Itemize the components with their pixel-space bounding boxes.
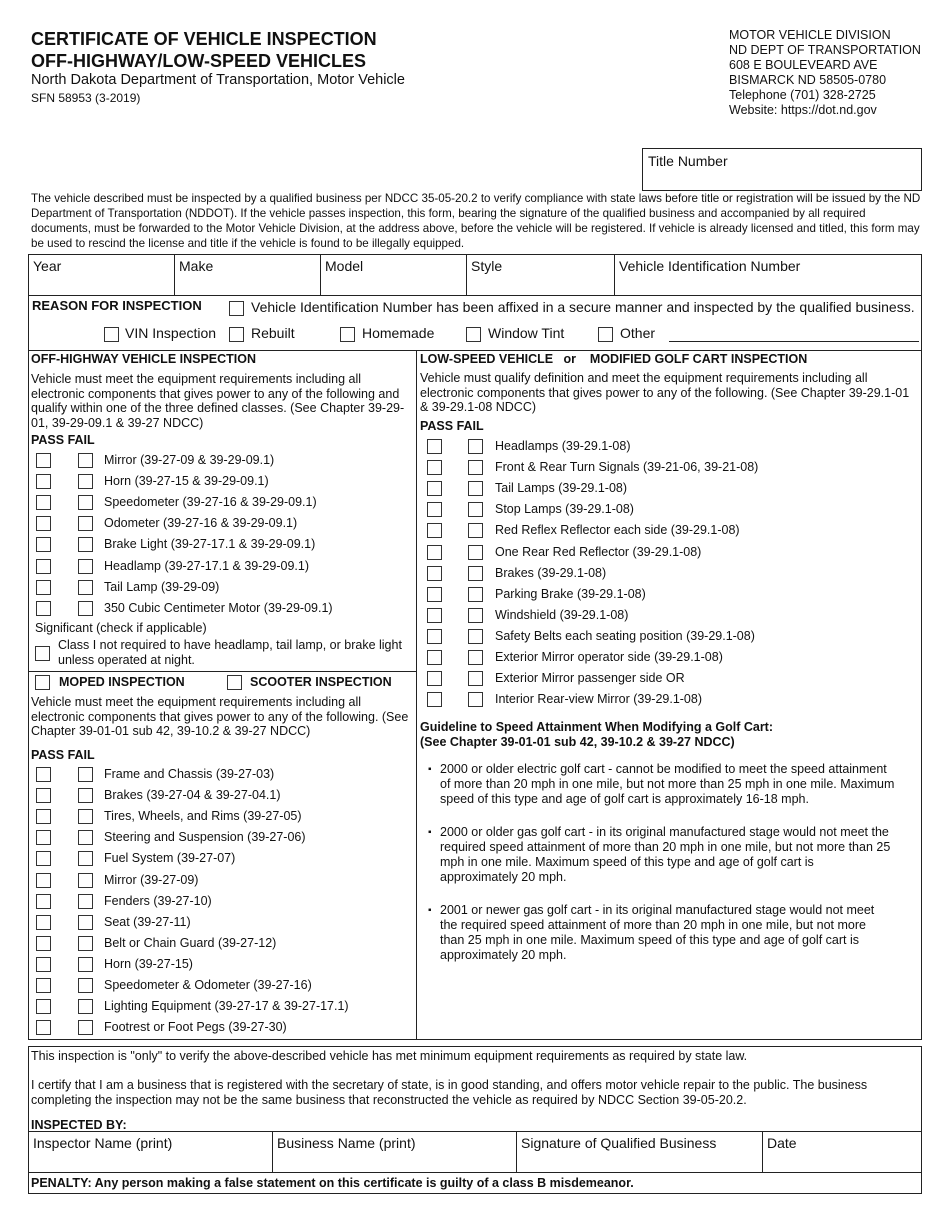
other-input-line[interactable]: [669, 341, 919, 342]
off-highway-fail-checkbox[interactable]: [78, 559, 93, 574]
agency-line: BISMARCK ND 58505-0780: [729, 73, 887, 87]
style-label: Style: [471, 258, 503, 274]
scooter-checkbox[interactable]: [227, 675, 242, 690]
moped-item-label: Fuel System (39-27-07): [104, 851, 236, 866]
off-highway-fail-checkbox[interactable]: [78, 516, 93, 531]
form-title-line2: OFF-HIGHWAY/LOW-SPEED VEHICLES: [31, 51, 366, 71]
rebuilt-checkbox[interactable]: [229, 327, 244, 342]
low-speed-item-label: Exterior Mirror passenger side OR: [495, 671, 685, 686]
low-speed-item-label: Parking Brake (39-29.1-08): [495, 586, 646, 601]
low-speed-pass-fail-header: PASS FAIL: [420, 419, 484, 433]
low-speed-fail-checkbox[interactable]: [468, 545, 483, 560]
moped-checkbox[interactable]: [35, 675, 50, 690]
class-i-note-line2: unless operated at night.: [58, 652, 195, 667]
low-speed-pass-checkbox[interactable]: [427, 650, 442, 665]
reason-for-inspection: [28, 296, 922, 350]
signature-field[interactable]: [517, 1132, 763, 1172]
agency-line: Telephone (701) 328-2725: [729, 88, 876, 102]
moped-fail-checkbox[interactable]: [78, 936, 93, 951]
moped-fail-checkbox[interactable]: [78, 915, 93, 930]
low-speed-fail-checkbox[interactable]: [468, 481, 483, 496]
off-highway-item-label: Horn (39-27-15 & 39-29-09.1): [104, 474, 269, 489]
off-highway-pass-checkbox[interactable]: [36, 453, 51, 468]
other-checkbox[interactable]: [598, 327, 613, 342]
date-field[interactable]: [763, 1132, 921, 1172]
guideline-bullet-text: 2000 or older electric golf cart - cannot be modified to meet the speed attainment of more than 20 mph in one mile, but not more than 25 mph in one mile. Maximum speed of this type and age of golf cart is approximately 16-18 mph.: [440, 762, 895, 806]
homemade-label: Homemade: [362, 325, 435, 341]
guideline-bullet-text: 2000 or older gas golf cart - in its original manufactured stage would not meet the required speed attainment of more than 20 mph in one mile, but not more than 25 mph in one mile. Maximum speed of this type and age of golf cart is approximately 20 mph.: [440, 825, 891, 884]
guideline-bullet: [428, 825, 895, 885]
vin-field[interactable]: [615, 255, 921, 295]
low-speed-item-label: Windshield (39-29.1-08): [495, 607, 629, 622]
certification-box: [28, 1046, 922, 1194]
guideline-heading-line2: (See Chapter 39-01-01 sub 42, 39-10.2 & 39-27 NDCC): [420, 735, 735, 749]
bullet-icon: ▪: [428, 905, 432, 916]
year-label: Year: [33, 258, 62, 274]
off-highway-description: Vehicle must meet the equipment requirements including all electronic components that gives power to any of the following and qualify within one of the three defined classes. (See Chapter 39-29-01, 39-29-09.1 & 39-27 NDCC): [31, 372, 405, 430]
off-highway-item-label: Headlamp (39-27-17.1 & 39-29-09.1): [104, 558, 309, 573]
moped-item-label: Tires, Wheels, and Rims (39-27-05): [104, 809, 302, 824]
inspector-signature-row: [29, 1131, 921, 1173]
form-title: [31, 28, 377, 72]
off-highway-pass-checkbox[interactable]: [36, 601, 51, 616]
low-speed-pass-checkbox[interactable]: [427, 502, 442, 517]
moped-item-label: Fenders (39-27-10): [104, 893, 212, 908]
column-divider: [416, 350, 417, 1040]
vin-affixed-label: Vehicle Identification Number has been affixed in a secure manner and inspected by the qualified business.: [251, 299, 915, 315]
low-speed-item-label: Safety Belts each seating position (39-29.1-08): [495, 628, 755, 643]
off-highway-item-label: Mirror (39-27-09 & 39-29-09.1): [104, 453, 275, 467]
low-speed-pass-checkbox[interactable]: [427, 608, 442, 623]
low-speed-fail-checkbox[interactable]: [468, 692, 483, 707]
moped-item-label: Steering and Suspension (39-27-06): [104, 830, 306, 845]
moped-fail-checkbox[interactable]: [78, 1020, 93, 1035]
low-speed-fail-checkbox[interactable]: [468, 523, 483, 538]
low-speed-pass-checkbox[interactable]: [427, 629, 442, 644]
moped-fail-checkbox[interactable]: [78, 788, 93, 803]
low-speed-pass-checkbox[interactable]: [427, 439, 442, 454]
signature-label: Signature of Qualified Business: [521, 1135, 717, 1151]
low-speed-pass-checkbox[interactable]: [427, 481, 442, 496]
window-tint-checkbox[interactable]: [466, 327, 481, 342]
bullet-icon: ▪: [428, 764, 432, 775]
guideline-bullet: [428, 903, 880, 963]
moped-fail-checkbox[interactable]: [78, 767, 93, 782]
low-speed-pass-checkbox[interactable]: [427, 460, 442, 475]
off-highway-fail-checkbox[interactable]: [78, 580, 93, 595]
low-speed-pass-checkbox[interactable]: [427, 692, 442, 707]
moped-pass-checkbox[interactable]: [36, 851, 51, 866]
off-highway-pass-checkbox[interactable]: [36, 559, 51, 574]
moped-item-label: Horn (39-27-15): [104, 956, 193, 971]
moped-fail-checkbox[interactable]: [78, 851, 93, 866]
moped-item-label: Lighting Equipment (39-27-17 & 39-27-17.1): [104, 999, 349, 1014]
off-highway-pass-checkbox[interactable]: [36, 474, 51, 489]
only-note: This inspection is "only" to verify the above-described vehicle has met minimum equipment requirements as required by state law.: [31, 1049, 748, 1063]
agency-line: ND DEPT OF TRANSPORTATION: [729, 43, 921, 57]
form-title-line1: CERTIFICATE OF VEHICLE INSPECTION: [31, 29, 377, 49]
low-speed-fail-checkbox[interactable]: [468, 587, 483, 602]
off-highway-item-label: Brake Light (39-27-17.1 & 39-29-09.1): [104, 537, 316, 552]
low-speed-fail-checkbox[interactable]: [468, 460, 483, 475]
off-highway-fail-checkbox[interactable]: [78, 601, 93, 616]
low-speed-description: Vehicle must qualify definition and meet the equipment requirements including all electronic components that gives power to any of the following. (See Chapter 39-29.1-01 & 39-29.1-08 NDCC): [420, 371, 910, 415]
date-label: Date: [767, 1135, 797, 1151]
style-field[interactable]: [467, 255, 615, 295]
low-speed-fail-checkbox[interactable]: [468, 629, 483, 644]
rebuilt-label: Rebuilt: [251, 325, 295, 341]
business-name-field[interactable]: [273, 1132, 517, 1172]
low-speed-item-label: Headlamps (39-29.1-08): [495, 439, 631, 453]
vin-affixed-checkbox[interactable]: [229, 301, 244, 316]
moped-fail-checkbox[interactable]: [78, 894, 93, 909]
penalty-notice: PENALTY: Any person making a false statement on this certificate is guilty of a class B misdemeanor.: [31, 1176, 634, 1190]
title-number-label: Title Number: [648, 153, 728, 169]
low-speed-pass-checkbox[interactable]: [427, 671, 442, 686]
vin-label: Vehicle Identification Number: [619, 258, 801, 274]
vehicle-info-table: [28, 254, 922, 296]
off-highway-pass-checkbox[interactable]: [36, 537, 51, 552]
off-highway-item-label: Odometer (39-27-16 & 39-29-09.1): [104, 516, 298, 531]
guideline-heading: [420, 720, 773, 750]
off-highway-item-label: 350 Cubic Centimeter Motor (39-29-09.1): [104, 600, 333, 615]
significant-label: Significant (check if applicable): [35, 621, 207, 635]
class-i-note: [58, 638, 413, 667]
guideline-bullet: [428, 762, 895, 807]
low-speed-item-label: Exterior Mirror operator side (39-29.1-08): [495, 650, 723, 664]
off-highway-item-label: Speedometer (39-27-16 & 39-29-09.1): [104, 495, 317, 510]
low-speed-fail-checkbox[interactable]: [468, 439, 483, 454]
window-tint-label: Window Tint: [488, 325, 565, 341]
homemade-checkbox[interactable]: [340, 327, 355, 342]
off-highway-pass-checkbox[interactable]: [36, 580, 51, 595]
class-i-checkbox[interactable]: [35, 646, 50, 661]
certify-statement: I certify that I am a business that is registered with the secretary of state, is in good standing, and offers motor vehicle repair to the public. The business completing the inspection may not be the same business that reconstructed the vehicle as required by NDCC Section 39-05-20.2.: [31, 1078, 868, 1107]
agency-line: MOTOR VEHICLE DIVISION: [729, 28, 891, 42]
form-number: SFN 58953 (3-2019): [31, 91, 141, 105]
moped-pass-checkbox[interactable]: [36, 767, 51, 782]
bullet-icon: ▪: [428, 827, 432, 838]
off-highway-pass-fail-header: PASS FAIL: [31, 433, 95, 447]
moped-item-label: Speedometer & Odometer (39-27-16): [104, 978, 312, 992]
model-field[interactable]: [321, 255, 467, 295]
low-speed-fail-checkbox[interactable]: [468, 671, 483, 686]
moped-divider: [28, 671, 417, 672]
moped-fail-checkbox[interactable]: [78, 957, 93, 972]
class-i-note-line1: Class I not required to have headlamp, tail lamp, or brake light: [58, 638, 402, 652]
inspected-by-label: INSPECTED BY:: [31, 1118, 127, 1132]
moped-pass-checkbox[interactable]: [36, 1020, 51, 1035]
moped-fail-checkbox[interactable]: [78, 999, 93, 1014]
moped-pass-checkbox[interactable]: [36, 999, 51, 1014]
off-highway-fail-checkbox[interactable]: [78, 495, 93, 510]
moped-item-label: Brakes (39-27-04 & 39-27-04.1): [104, 788, 281, 803]
moped-pass-fail-header: PASS FAIL: [31, 748, 95, 762]
inspector-name-field[interactable]: [29, 1132, 273, 1172]
moped-pass-checkbox[interactable]: [36, 830, 51, 845]
moped-fail-checkbox[interactable]: [78, 978, 93, 993]
off-highway-pass-checkbox[interactable]: [36, 516, 51, 531]
low-speed-fail-checkbox[interactable]: [468, 608, 483, 623]
model-label: Model: [325, 258, 364, 274]
moped-item-label: Seat (39-27-11): [104, 914, 191, 929]
vin-inspection-checkbox[interactable]: [104, 327, 119, 342]
make-label: Make: [179, 258, 214, 274]
low-speed-item-label: Stop Lamps (39-29.1-08): [495, 502, 634, 517]
agency-line: 608 E BOULEVEARD AVE: [729, 58, 878, 72]
year-field[interactable]: [29, 255, 175, 295]
moped-item-label: Belt or Chain Guard (39-27-12): [104, 935, 277, 950]
moped-fail-checkbox[interactable]: [78, 830, 93, 845]
moped-item-label: Frame and Chassis (39-27-03): [104, 767, 275, 781]
moped-description: Vehicle must meet the equipment requirements including all electronic components that gives power to any of the following. (See Chapter 39-01-01 sub 42, 39-10.2 & 39-27 NDCC): [31, 695, 409, 739]
low-speed-heading: LOW-SPEED VEHICLE or MODIFIED GOLF CART INSPECTION: [420, 352, 808, 366]
low-speed-fail-checkbox[interactable]: [468, 566, 483, 581]
low-speed-pass-checkbox[interactable]: [427, 566, 442, 581]
moped-pass-checkbox[interactable]: [36, 978, 51, 993]
low-speed-item-label: Front & Rear Turn Signals (39-21-06, 39-21-08): [495, 460, 759, 475]
low-speed-item-label: Interior Rear-view Mirror (39-29.1-08): [495, 692, 703, 707]
off-highway-fail-checkbox[interactable]: [78, 474, 93, 489]
low-speed-item-label: Brakes (39-29.1-08): [495, 565, 607, 580]
guideline-heading-line1: Guideline to Speed Attainment When Modifying a Golf Cart:: [420, 720, 774, 734]
moped-heading: MOPED INSPECTION: [59, 675, 185, 689]
other-label: Other: [620, 325, 656, 341]
moped-pass-checkbox[interactable]: [36, 788, 51, 803]
title-number-field[interactable]: [642, 148, 922, 191]
moped-item-label: Footrest or Foot Pegs (39-27-30): [104, 1020, 287, 1035]
low-speed-item-label: Red Reflex Reflector each side (39-29.1-08): [495, 523, 740, 538]
moped-pass-checkbox[interactable]: [36, 809, 51, 824]
off-highway-heading: OFF-HIGHWAY VEHICLE INSPECTION: [31, 352, 257, 366]
low-speed-fail-checkbox[interactable]: [468, 502, 483, 517]
form-subtitle: North Dakota Department of Transportation, Motor Vehicle: [31, 72, 405, 88]
off-highway-pass-checkbox[interactable]: [36, 495, 51, 510]
moped-pass-checkbox[interactable]: [36, 894, 51, 909]
off-highway-fail-checkbox[interactable]: [78, 453, 93, 468]
low-speed-item-label: Tail Lamps (39-29.1-08): [495, 481, 628, 496]
low-speed-pass-checkbox[interactable]: [427, 587, 442, 602]
make-field[interactable]: [175, 255, 321, 295]
moped-fail-checkbox[interactable]: [78, 809, 93, 824]
scooter-heading: SCOOTER INSPECTION: [250, 675, 392, 689]
agency-address: [729, 28, 921, 118]
moped-pass-checkbox[interactable]: [36, 957, 51, 972]
moped-pass-checkbox[interactable]: [36, 936, 51, 951]
off-highway-item-label: Tail Lamp (39-29-09): [104, 579, 220, 594]
reason-heading: REASON FOR INSPECTION: [32, 298, 202, 313]
low-speed-pass-checkbox[interactable]: [427, 545, 442, 560]
business-name-label: Business Name (print): [277, 1135, 416, 1151]
moped-item-label: Mirror (39-27-09): [104, 872, 199, 887]
off-highway-fail-checkbox[interactable]: [78, 537, 93, 552]
moped-pass-checkbox[interactable]: [36, 873, 51, 888]
inspector-name-label: Inspector Name (print): [33, 1135, 173, 1151]
low-speed-fail-checkbox[interactable]: [468, 650, 483, 665]
agency-website: Website: https://dot.nd.gov: [729, 103, 877, 117]
low-speed-item-label: One Rear Red Reflector (39-29.1-08): [495, 544, 702, 559]
moped-pass-checkbox[interactable]: [36, 915, 51, 930]
vin-inspection-label: VIN Inspection: [125, 325, 217, 341]
low-speed-pass-checkbox[interactable]: [427, 523, 442, 538]
intro-paragraph: The vehicle described must be inspected by a qualified business per NDCC 35-05-20.2 to verify compliance with state laws before title or registration will be issued by the ND Department of Transportation (NDDOT). If the vehicle passes inspection, this form, bearing the signature of the qualified business and accompanied by all required documents, must be forwarded to the Motor Vehicle Division, at the address above, before the vehicle will be registered. If vehicle is already licensed and titled, this form may be used to rescind the license and title if the vehicle is found to be illegally equipped.: [31, 192, 921, 250]
guideline-bullet-text: 2001 or newer gas golf cart - in its original manufactured stage would not meet the required speed attainment of more than 20 mph in one mile, but not more than 25 mph in one mile. Maximum speed of this type and age of golf cart is approximately 20 mph.: [440, 903, 875, 962]
moped-fail-checkbox[interactable]: [78, 873, 93, 888]
